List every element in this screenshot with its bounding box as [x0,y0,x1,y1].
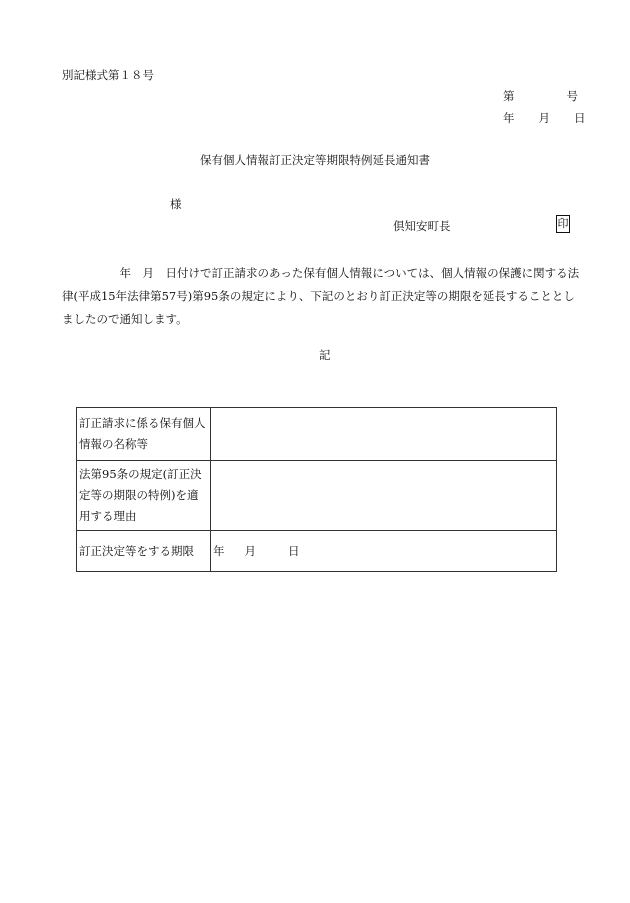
recipient-honorific: 様 [170,197,182,211]
row-label-info-name: 訂正請求に係る保有個人 情報の名称等 [77,408,211,461]
document-title: 保有個人情報訂正決定等期限特例延長通知書 [200,153,430,167]
row-value-deadline [211,531,557,572]
row-label-reason: 法第95条の規定(訂正決 定等の期限の特例)を適 用する理由 [77,461,211,531]
notice-body-line: 律(平成15年法律第57号)第95条の規定により、下記のとおり訂正決定等の期限を延長することとし [62,289,575,303]
deadline-month: 月 [244,543,256,558]
date-month: 月 [538,111,550,125]
row-label-deadline: 訂正決定等をする期限 [77,531,211,572]
date-day: 日 [574,111,586,125]
table-row [77,531,557,572]
form-number: 別記様式第１８号 [62,68,154,82]
table-row [77,408,557,461]
row-value-info-name [211,408,557,461]
row-value-reason [211,461,557,531]
table-row [77,461,557,531]
sender-name: 倶知安町長 [393,219,451,233]
notice-body [62,262,588,331]
document-number-suffix: 号 [566,89,578,103]
notice-body-line: ましたので通知します。 [62,312,188,326]
date-year: 年 [503,111,515,125]
details-table [76,407,557,572]
seal-mark: 印 [556,215,570,233]
deadline-day: 日 [288,543,300,558]
record-heading: 記 [319,348,331,362]
document-number [503,88,578,104]
document-date [503,110,586,126]
deadline-year: 年 [213,543,225,558]
notice-body-line: 年 月 日付けで訂正請求のあった保有個人情報については、個人情報の保護に関する法 [62,266,580,280]
document-number-prefix: 第 [503,89,515,103]
